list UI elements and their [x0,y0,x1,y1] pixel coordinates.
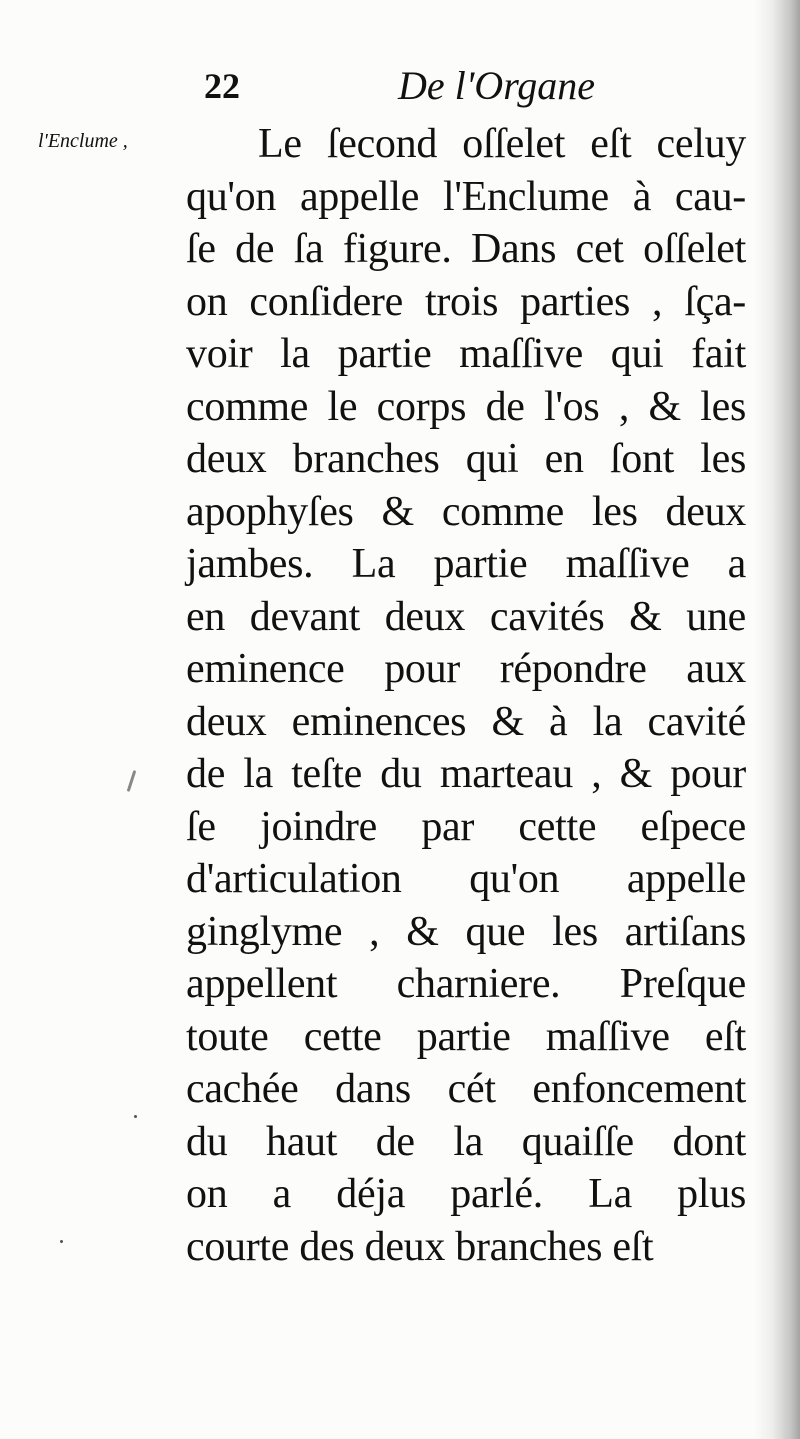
body-text [186,118,746,1273]
text-line: de la teſte du marteau , & pour [186,751,746,797]
text-line: d'articulation qu'on appelle [186,856,746,902]
text-line: eminence pour répondre aux [186,646,746,692]
text-line: appellent charniere. Preſque [186,961,746,1007]
text-line: du haut de la quaiſſe dont [186,1118,746,1165]
text-line: ſe de ſa figure. Dans cet oſſelet [186,226,746,272]
text-line: qu'on appelle l'Enclume à cau- [186,173,746,220]
text-line: deux branches qui en ſont les [186,436,746,482]
paper-speck [127,770,137,792]
text-line: on conſidere trois parties , ſça- [186,278,746,325]
text-line: on a déja parlé. La plus [186,1171,746,1217]
binding-shadow [754,0,800,1439]
text-line: en devant deux cavités & une [186,593,746,640]
text-line: Le ſecond oſſelet eſt celuy [258,121,746,167]
text-line: ſe joindre par cette eſpece [186,803,746,850]
text-line: voir la partie maſſive qui fait [186,331,746,377]
text-line: cachée dans cét enfoncement [186,1066,746,1112]
text-line: ginglyme , & que les artiſans [186,908,746,955]
text-line: apophyſes & comme les deux [186,488,746,535]
text-line: jambes. La partie maſſive a [186,541,746,587]
text-line: toute cette partie maſſive eſt [186,1013,746,1060]
text-line: deux eminences & à la cavité [186,698,746,745]
page-number: 22 [204,66,240,106]
running-title: De l'Organe [398,63,596,108]
paper-speck [60,1240,63,1243]
marginal-note: l'Enclume , [38,130,128,152]
text-line: courte des deux branches eſt [186,1223,654,1270]
text-line: comme le corps de l'os , & les [186,383,746,430]
paper-speck [134,1115,137,1118]
